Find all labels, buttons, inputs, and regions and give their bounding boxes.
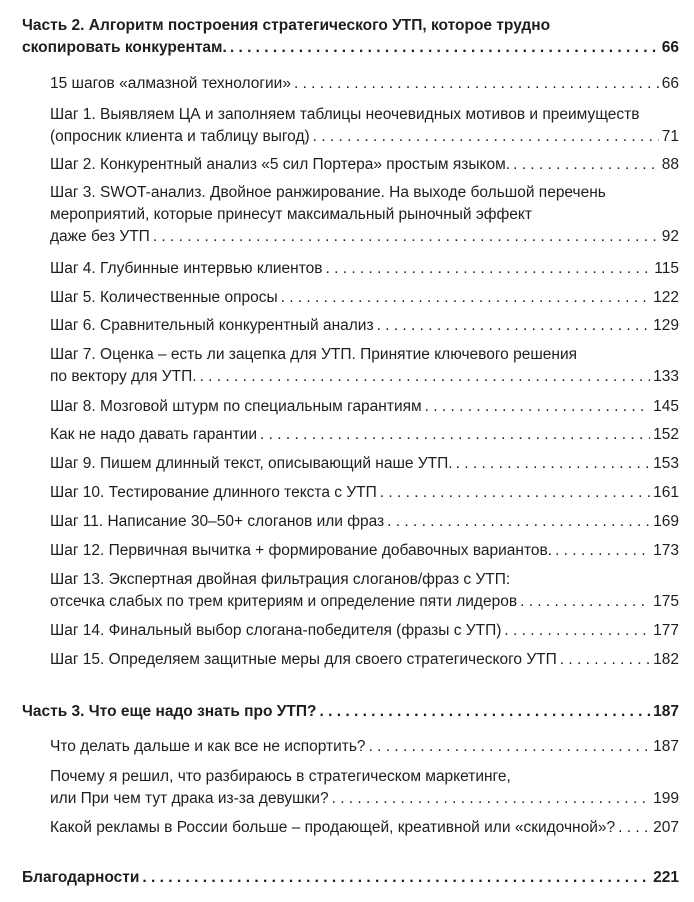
page-number: 221: [653, 869, 679, 886]
page-number: 173: [653, 542, 679, 559]
dot-leader: [380, 482, 650, 504]
toc-entry-step-12[interactable]: [50, 540, 679, 562]
entry-text-line-1: Шаг 13. Экспертная двойная фильтрация слоганов/фраз с УТП:: [50, 571, 511, 588]
toc-entry-what-next[interactable]: [50, 736, 679, 758]
toc-entry-guarantees[interactable]: [50, 424, 679, 446]
toc-entry-step-3[interactable]: [50, 182, 679, 248]
dot-leader: [369, 736, 651, 758]
toc-entry-step-11[interactable]: [50, 511, 679, 533]
dot-leader: [425, 396, 650, 418]
entry-text: Шаг 2. Конкурентный анализ «5 сил Портера» простым языком.: [50, 156, 511, 173]
entry-text-line-2: мероприятий, которые принесут максимальный рыночный эффект: [50, 206, 532, 223]
toc-entry-step-6[interactable]: [50, 315, 679, 337]
toc-entry-step-8[interactable]: [50, 396, 679, 418]
dot-leader: [504, 620, 650, 642]
entry-text: Шаг 15. Определяем защитные меры для своего стратегического УТП: [50, 651, 557, 668]
dot-leader: [332, 788, 651, 810]
toc-entry-step-4[interactable]: [50, 258, 679, 280]
toc-entry-step-5[interactable]: [50, 287, 679, 309]
entry-text: Шаг 14. Финальный выбор слогана-победителя (фразы с УТП): [50, 622, 502, 639]
part-3-title: Часть 3. Что еще надо знать про УТП?: [22, 703, 317, 720]
entry-text: 15 шагов «алмазной технологии»: [50, 75, 291, 92]
entry-text: Шаг 11. Написание 30–50+ слоганов или фраз: [50, 513, 385, 530]
entry-text-line-1: Шаг 3. SWOT-анализ. Двойное ранжирование. На выходе большой перечень: [50, 184, 606, 201]
dot-leader: [281, 287, 651, 309]
entry-text-line-1: Шаг 1. Выявляем ЦА и заполняем таблицы неочевидных мотивов и преимуществ: [50, 106, 640, 123]
entry-text-line-1: Шаг 7. Оценка – есть ли зацепка для УТП. Принятие ключевого решения: [50, 346, 578, 363]
page-number: 92: [661, 228, 679, 245]
dot-leader: [200, 366, 651, 388]
page-number: 175: [653, 593, 679, 610]
part-3-heading[interactable]: [22, 701, 679, 723]
page-number: 153: [653, 455, 679, 472]
page-number: 66: [661, 75, 679, 92]
acknowledgements-title: Благодарности: [22, 869, 140, 886]
dot-leader: [230, 37, 659, 59]
toc-entry-step-15[interactable]: [50, 649, 679, 671]
page-number: 133: [653, 368, 679, 385]
entry-text-line-2: или При чем тут драка из-за девушки?: [50, 790, 329, 807]
entry-text: Шаг 5. Количественные опросы: [50, 289, 278, 306]
entry-text-line-2: отсечка слабых по трем критериям и определение пяти лидеров: [50, 593, 518, 610]
part-2-title-line-1: Часть 2. Алгоритм построения стратегического УТП, которое трудно: [22, 17, 551, 34]
entry-text: Что делать дальше и как все не испортить?: [50, 738, 366, 755]
dot-leader: [313, 126, 659, 148]
page-number: 182: [653, 651, 679, 668]
entry-text: Шаг 10. Тестирование длинного текста с УТП: [50, 484, 377, 501]
entry-text-line-2: по вектору для УТП.: [50, 368, 197, 385]
dot-leader: [456, 453, 651, 475]
entry-text: Шаг 9. Пишем длинный текст, описывающий наше УТП.: [50, 455, 453, 472]
page-number: 115: [654, 260, 679, 277]
dot-leader: [560, 649, 650, 671]
toc-entry-step-9[interactable]: [50, 453, 679, 475]
entry-text-line-3: даже без УТП: [50, 228, 150, 245]
part-2-title-line-2: скопировать конкурентам.: [22, 39, 227, 56]
dot-leader: [142, 867, 650, 889]
entry-text: Какой рекламы в России больше – продающей, креативной или «скидочной»?: [50, 819, 616, 836]
page-number: 145: [653, 398, 679, 415]
page-number: 88: [661, 156, 679, 173]
toc-entry-step-2[interactable]: [50, 154, 679, 176]
entry-text-line-1: Почему я решил, что разбираюсь в стратегическом маркетинге,: [50, 768, 511, 785]
toc-entry-step-14[interactable]: [50, 620, 679, 642]
entry-text: Шаг 12. Первичная вычитка + формирование добавочных вариантов.: [50, 542, 553, 559]
toc-entry-step-13[interactable]: [50, 569, 679, 613]
page-number: 207: [653, 819, 679, 836]
toc-entry-step-7[interactable]: [50, 344, 679, 388]
dot-leader: [618, 817, 650, 839]
entry-text-line-2: (опросник клиента и таблицу выгод): [50, 128, 310, 145]
toc-entry-advertising[interactable]: [50, 817, 679, 839]
part-2-heading[interactable]: [22, 15, 679, 59]
entry-text: Шаг 6. Сравнительный конкурентный анализ: [50, 317, 374, 334]
page-number: 129: [653, 317, 679, 334]
page-number: 177: [653, 622, 679, 639]
dot-leader: [320, 701, 651, 723]
toc-entry-step-1[interactable]: [50, 104, 679, 148]
acknowledgements-heading[interactable]: [22, 867, 679, 889]
dot-leader: [520, 591, 650, 613]
dot-leader: [387, 511, 650, 533]
entry-text: Шаг 4. Глубинные интервью клиентов: [50, 260, 323, 277]
toc-entry-why-marketing[interactable]: [50, 766, 679, 810]
page-number: 187: [653, 738, 679, 755]
dot-leader: [260, 424, 650, 446]
entry-text: Как не надо давать гарантии: [50, 426, 258, 443]
page-number: 152: [653, 426, 679, 443]
page-number: 169: [653, 513, 679, 530]
page-number: 71: [661, 128, 679, 145]
page-number: 187: [653, 703, 679, 720]
dot-leader: [555, 540, 650, 562]
page-number: 199: [653, 790, 679, 807]
page-number: 122: [653, 289, 679, 306]
page-number: 161: [653, 484, 679, 501]
toc-entry-step-diamond[interactable]: [50, 73, 679, 95]
entry-text: Шаг 8. Мозговой штурм по специальным гарантиям: [50, 398, 422, 415]
dot-leader: [294, 73, 659, 95]
dot-leader: [513, 154, 659, 176]
toc-entry-step-10[interactable]: [50, 482, 679, 504]
dot-leader: [325, 258, 651, 280]
page-number: 66: [661, 39, 679, 56]
dot-leader: [153, 226, 659, 248]
dot-leader: [377, 315, 651, 337]
